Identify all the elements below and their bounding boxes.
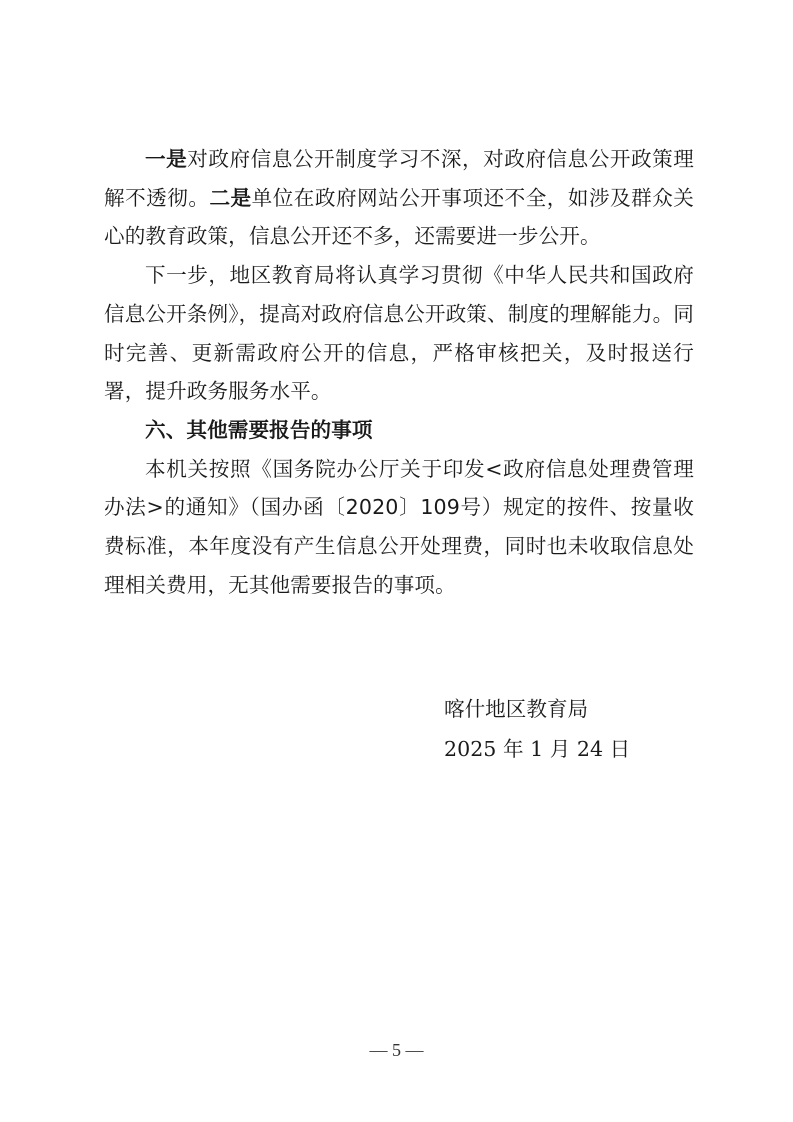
lead-second: 二是 — [209, 185, 252, 210]
page-number: — 5 — — [369, 1040, 424, 1060]
paragraph-text: 单位在政府网站公开事项还不全，如涉及群众关心的教育政策，信息公开还不多，还需要进一步公开。 — [104, 185, 694, 249]
section-heading-six: 六、其他需要报告的事项 — [145, 417, 373, 442]
paragraph-fees: 本机关按照《国务院办公厅关于印发<政府信息处理费管理办法>的通知》（国办函〔2020〕109号）规定的按件、按量收费标准，本年度没有产生信息公开处理费，同时也未收取信息处理相关费用，无其他需要报告的事项。 — [104, 456, 694, 597]
paragraph-next-step: 下一步，地区教育局将认真学习贯彻《中华人民共和国政府信息公开条例》，提高对政府信息公开政策、制度的理解能力。同时完善、更新需政府公开的信息，严格审核把关，及时报送行署，提升政务服务水平。 — [104, 263, 694, 404]
paragraph-text: 对政府信息公开制度学习不深，对政府信息公开政策理解不透彻。 — [104, 147, 694, 210]
signature-date: 2025 年 1 月 24 日 — [444, 737, 631, 761]
signature-organization: 喀什地区教育局 — [444, 697, 589, 721]
signature-block — [444, 689, 630, 769]
paragraph-shortcomings — [104, 140, 694, 256]
lead-first: 一是 — [145, 147, 188, 171]
document-body — [104, 140, 694, 604]
